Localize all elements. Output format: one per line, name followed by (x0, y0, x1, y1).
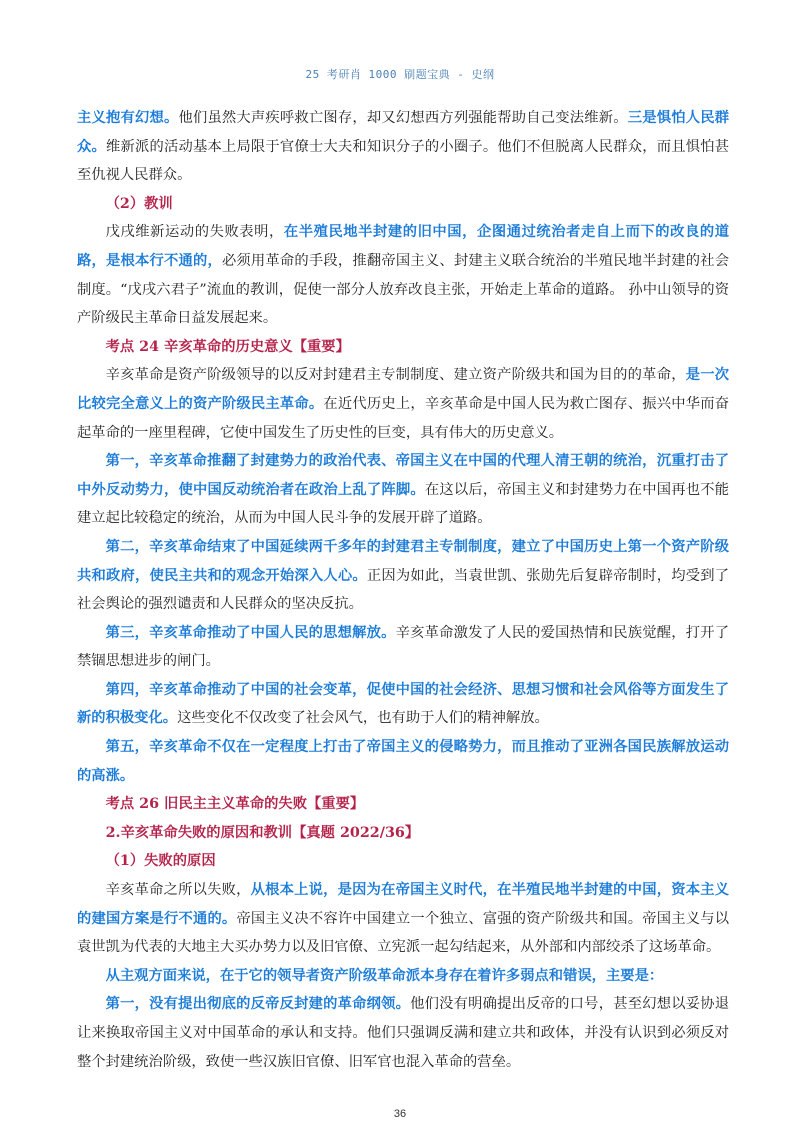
highlight-text: 三是惧怕人民群众。 (77, 110, 730, 155)
heading-kaodian-24: 考点 24 辛亥革命的历史意义【重要】 (105, 338, 350, 355)
paragraph-root-cause (77, 876, 729, 962)
highlight-text: 是一次比较完全意义上的资产阶级民主革命。 (77, 367, 730, 412)
highlight-text: 从主观方面来说，在于它的领导者资产阶级革命派本身存在着许多弱点和错误，主要是： (105, 967, 664, 984)
paragraph-significance-5 (77, 733, 729, 790)
paragraph-jiaoxun (77, 218, 729, 332)
heading-section-2: 2.辛亥革命失败的原因和教训【真题 2022/36】 (105, 824, 420, 841)
body-text: 他们没有明确提出反帝的口号，甚至幻想以妥协退让来换取帝国主义对中国革命的承认和支持。他们只强调反满和建立共和政体，并没有认识到必须反对整个封建统治阶级，致使一些汉族旧官僚、旧军官也混入革命的营垒。 (77, 996, 730, 1070)
highlight-text: 第三，辛亥革命推动了中国人民的思想解放。 (105, 624, 396, 641)
highlight-text: 从根本上说，是因为在帝国主义时代，在半殖民地半封建的中国，资本主义的建国方案是行不通的。 (77, 882, 730, 927)
paragraph-significance-1 (77, 447, 729, 533)
highlight-text: 在半殖民地半封建的旧中国，企图通过统治者走自上而下的改良的道路，是根本行不通的， (77, 224, 730, 269)
paragraph-xinhai-intro (77, 361, 729, 447)
body-text: 正因为如此，当袁世凯、张勋先后复辟帝制时，均受到了社会舆论的强烈谴责和人民群众的坚决反抗。 (77, 567, 730, 613)
body-text: 必须用革命的手段，推翻帝国主义、封建主义联合统治的半殖民地半封建的社会制度。“戊戌六君子”流血的教训，促使一部分人放弃改良主张，开始走上革命的道路。 孙中山领导的资产阶级民主革命日益发展起来。 (77, 252, 730, 327)
body-text: 帝国主义决不容许中国建立一个独立、富强的资产阶级共和国。帝国主义与以袁世凯为代表的大地主大买办势力以及旧官僚、立宪派一起勾结起来，从外部和内部绞杀了这场革命。 (77, 910, 730, 956)
body-text: 在这以后，帝国主义和封建势力在中国再也不能建立起比较稳定的统治，从而为中国人民斗争的发展开辟了道路。 (77, 481, 730, 527)
page-number: 36 (393, 1108, 407, 1120)
body-text: 他们虽然大声疾呼救亡图存，却又幻想西方列强能帮助自己变法维新。 (178, 110, 628, 126)
highlight-text: 第一，没有提出彻底的反帝反封建的革命纲领。 (105, 996, 411, 1013)
subheading-failure-causes: （1）失败的原因 (105, 853, 216, 870)
highlight-text: 第五，辛亥革命不仅在一定程度上打击了帝国主义的侵略势力，而且推动了亚洲各国民族解放运动的高涨。 (77, 739, 729, 784)
paragraph-weakness-1 (77, 990, 729, 1076)
highlight-text: 第二，辛亥革命结束了中国延续两千多年的封建君主专制制度，建立了中国历史上第一个资产阶级共和政府，使民主共和的观念开始深入人心。 (77, 538, 729, 584)
body-text: 辛亥革命是资产阶级领导的以反对封建君主专制制度、建立资产阶级共和国为目的的革命， (105, 367, 686, 384)
body-text: 辛亥革命激发了人民的爱国热情和民族觉醒，打开了禁锢思想进步的闸门。 (77, 624, 730, 670)
body-text: 在近代历史上，辛亥革命是中国人民为救亡图存、振兴中华而奋起革命的一座里程碑，它使中国发生了历史性的巨变，具有伟大的历史意义。 (77, 395, 730, 441)
paragraph-weixin-failure-end (77, 104, 729, 190)
body-text: 维新派的活动基本上局限于官僚士大夫和知识分子的小圈子。他们不但脱离人民群众，而且惧怕甚至仇视人民群众。 (77, 138, 730, 184)
highlight-text: 第四，辛亥革命推动了中国的社会变革，促使中国的社会经济、思想习惯和社会风俗等方面发生了新的积极变化。 (77, 681, 729, 727)
paragraph-subjective-cause (77, 962, 729, 991)
paragraph-significance-3 (77, 619, 729, 676)
body-text: 这些变化不仅改变了社会风气，也有助于人们的精神解放。 (177, 710, 549, 727)
heading-kaodian-26: 考点 26 旧民主主义革命的失败【重要】 (105, 796, 365, 813)
highlight-text: 第一，辛亥革命推翻了封建势力的政治代表、帝国主义在中国的代理人清王朝的统治，沉重打击了中外反动势力，使中国反动统治者在政治上乱了阵脚。 (77, 453, 729, 498)
body-text: 辛亥革命之所以失败， (105, 882, 251, 899)
paragraph-significance-2 (77, 533, 729, 619)
page-header: 25 考研肖 1000 刷题宝典 - 史纲 (305, 68, 495, 81)
document-body (77, 104, 729, 1076)
paragraph-significance-4 (77, 676, 729, 733)
subheading-jiaoxun: （2）教训 (105, 195, 173, 212)
body-text: 戊戌维新运动的失败表明， (105, 224, 284, 241)
highlight-text: 主义抱有幻想。 (77, 110, 179, 126)
